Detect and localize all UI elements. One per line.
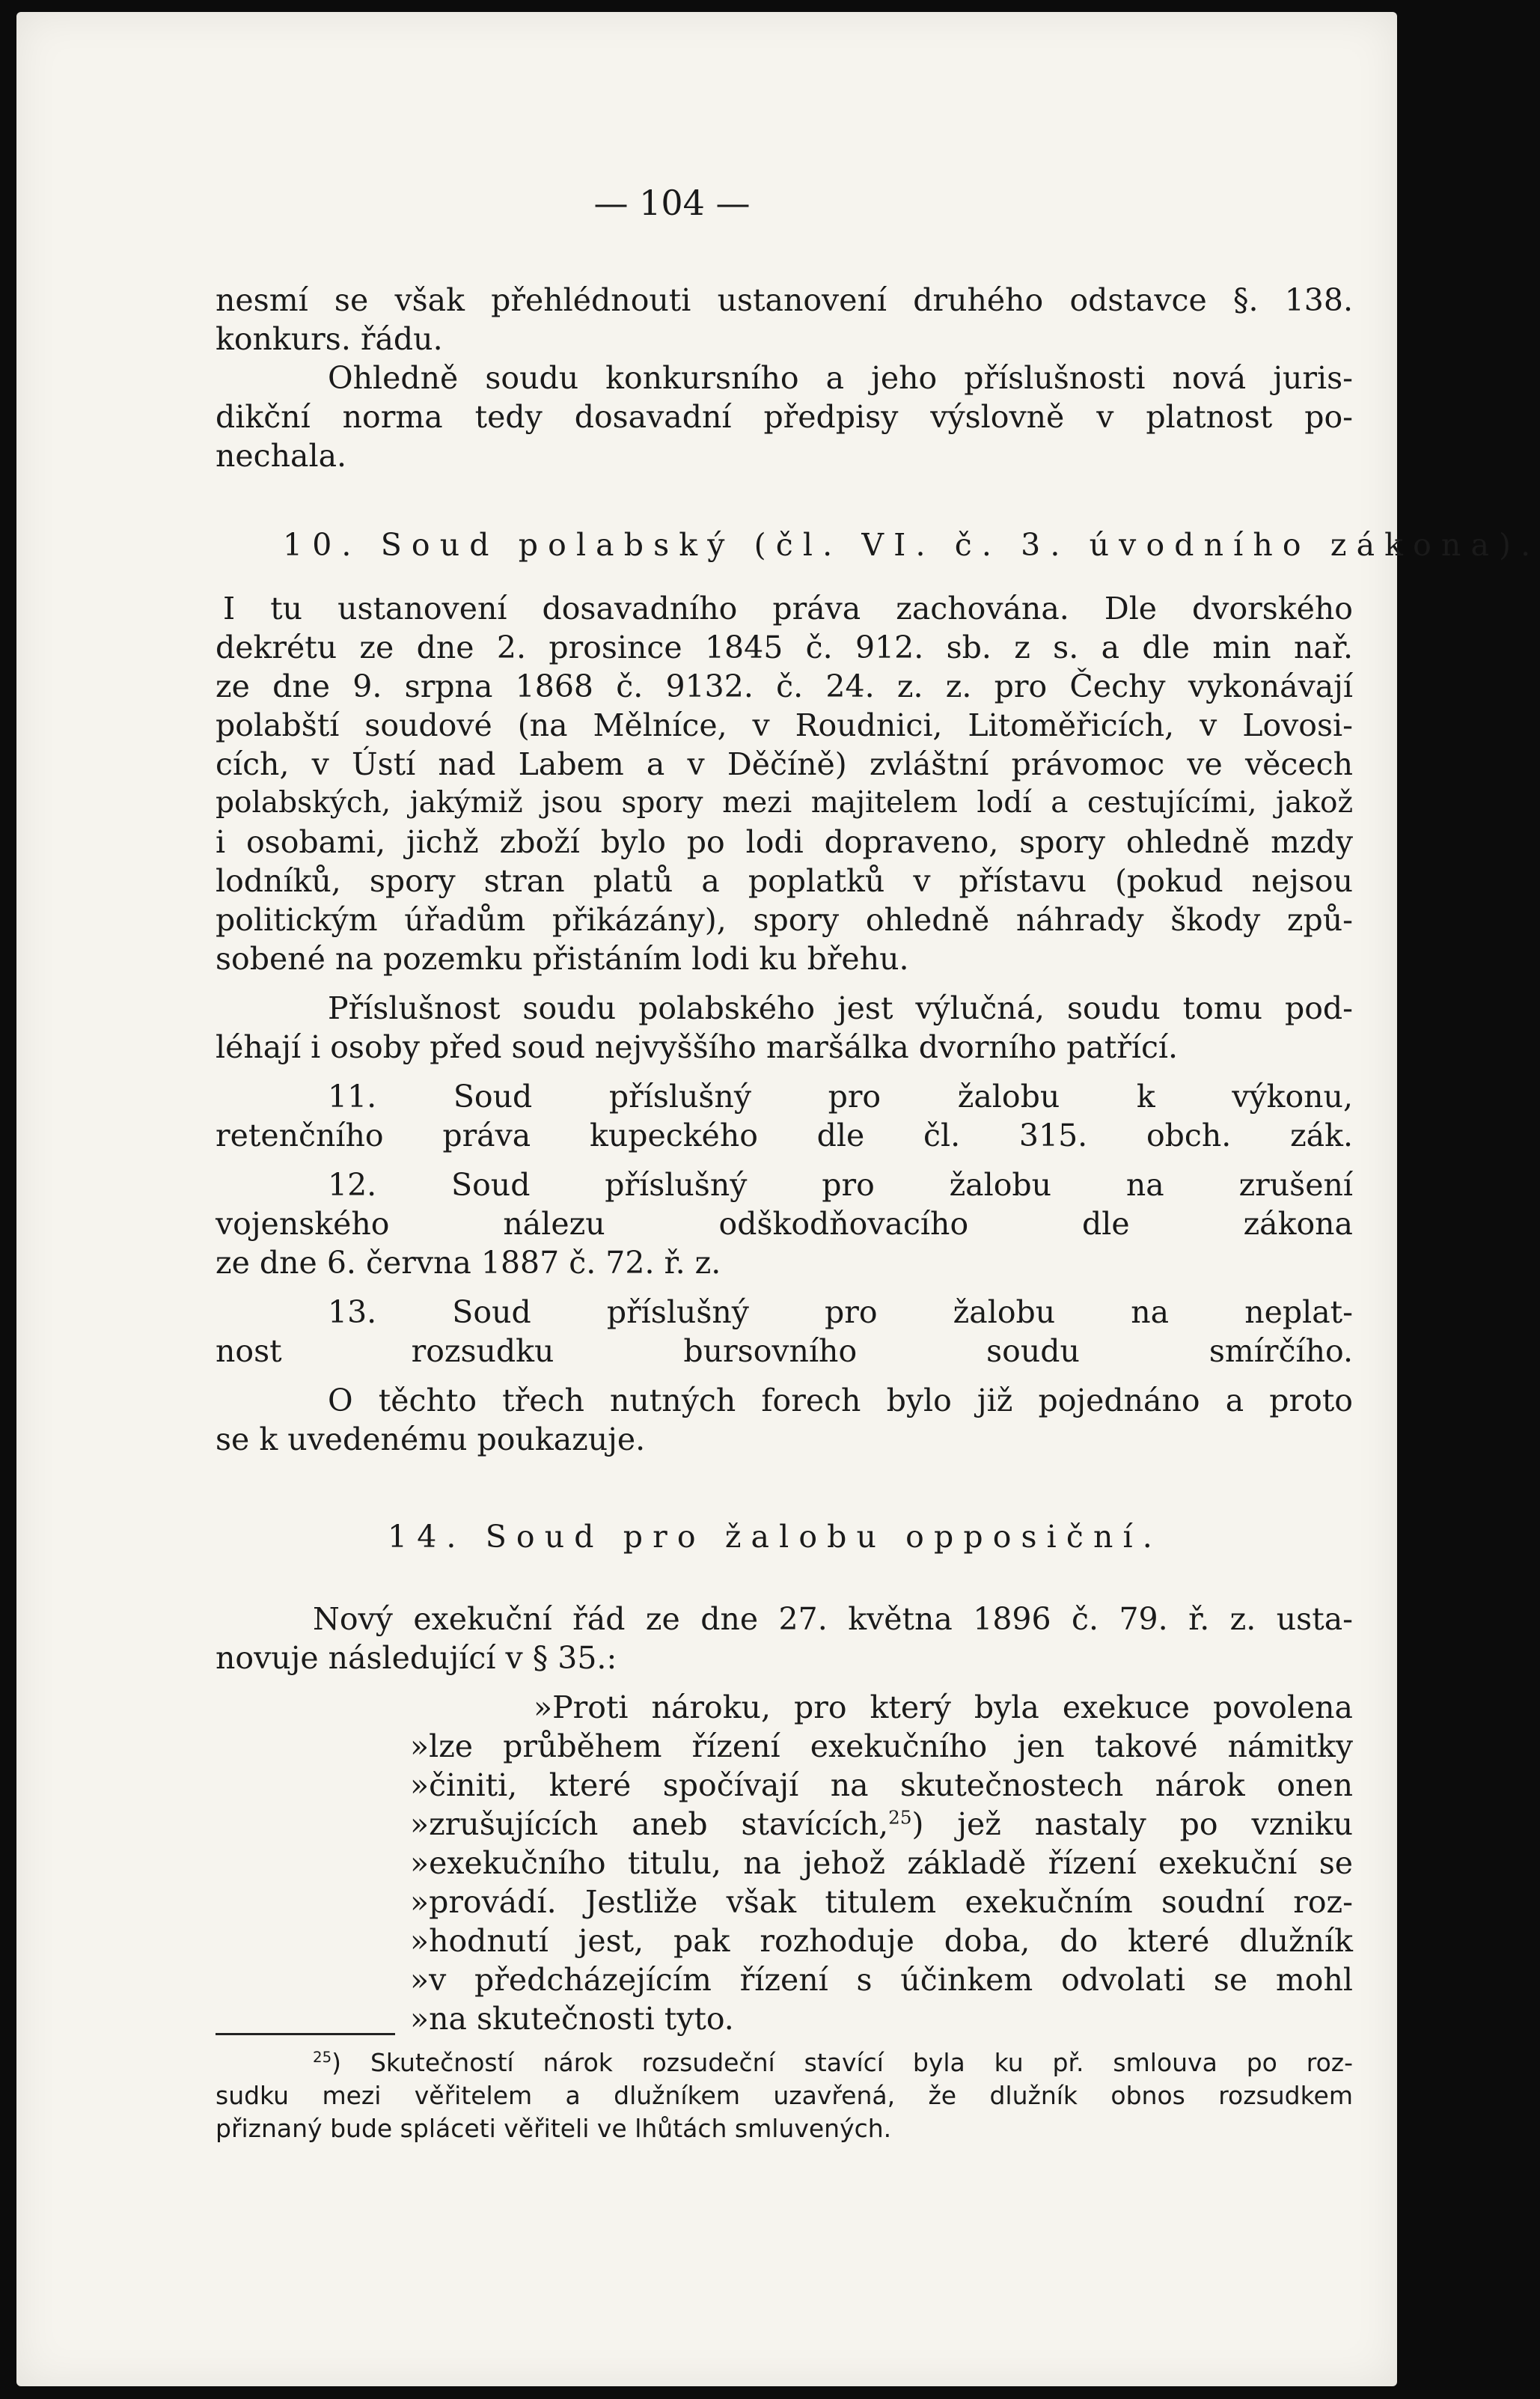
body-line: konkurs. řádu. [216, 321, 443, 357]
section-heading: 10. Soud polabský (čl. VI. č. 3. úvodního zákona). [283, 527, 1540, 563]
page-number: — 104 — [593, 183, 751, 223]
body-line: dekrétu ze dne 2. prosince 1845 č. 912. sb. z s. a dle min nař. [216, 630, 1353, 665]
footnote-line [313, 2046, 1353, 2079]
body-line: ze dne 9. srpna 1868 č. 9132. č. 24. z. z. pro Čechy vykonávají [216, 668, 1353, 704]
body-line: lodníků, spory stran platů a poplatků v přístavu (pokud nejsou [216, 863, 1353, 899]
quote-line: »Proti nároku, pro který byla exekuce povolena [534, 1689, 1353, 1725]
body-line: dikční norma tedy dosavadní předpisy výslovně v platnost po- [216, 399, 1353, 435]
section-heading: 14. Soud pro žalobu opposiční. [388, 1519, 1162, 1555]
body-line: i osobami, jichž zboží bylo po lodi dopraveno, spory ohledně mzdy [216, 824, 1353, 860]
footnote-line: přiznaný bude spláceti věřiteli ve lhůtách smluvených. [216, 2114, 892, 2143]
section-heading: 12. Soud příslušný pro žalobu na zrušení [328, 1167, 1353, 1203]
body-line: novuje následující v § 35.: [216, 1640, 617, 1676]
section-heading: vojenského nálezu odškodňovacího dle zákona [216, 1206, 1353, 1242]
quote-line: »na skutečnosti tyto. [410, 2001, 734, 2037]
quote-line: »exekučního titulu, na jehož základě řízení exekuční se [410, 1845, 1353, 1881]
page [16, 12, 1540, 2386]
body-line: Ohledně soudu konkursního a jeho příslušnosti nová juris- [328, 360, 1353, 396]
quote-line: »hodnutí jest, pak rozhoduje doba, do které dlužník [410, 1923, 1353, 1959]
body-line: cích, v Ústí nad Labem a v Děčíně) zvláštní právomoc ve věcech [216, 746, 1353, 782]
body-line: se k uvedenému poukazuje. [216, 1421, 646, 1457]
quote-line: »provádí. Jestliže však titulem exekučním soudní roz- [410, 1884, 1353, 1920]
quote-text: ) jež nastaly po vzniku [911, 1806, 1353, 1842]
quote-text: »zrušujících aneb stavících, [410, 1806, 889, 1842]
quote-line: »činiti, které spočívají na skutečnostech nárok onen [410, 1767, 1353, 1803]
body-line: sobené na pozemku přistáním lodi ku břehu. [216, 941, 909, 977]
section-heading: nost rozsudku bursovního soudu smírčího. [216, 1333, 1353, 1369]
body-line: I tu ustanovení dosavadního práva zachována. Dle dvorského [223, 591, 1353, 627]
body-line: politickým úřadům přikázány), spory ohledně náhrady škody způ- [216, 902, 1353, 938]
body-line: ze dne 6. června 1887 č. 72. ř. z. [216, 1245, 721, 1281]
body-line: polabských, jakýmiž jsou spory mezi majitelem lodí a cestujícími, jakož [216, 786, 1353, 820]
quote-line: »v předcházejícím řízení s účinkem odvolati se mohl [410, 1962, 1353, 1998]
body-line: O těchto třech nutných forech bylo již pojednáno a proto [328, 1383, 1353, 1418]
footnote-number: 25 [313, 2049, 332, 2066]
body-line: léhají i osoby před soud nejvyššího maršálka dvorního patřící. [216, 1029, 1179, 1065]
footnote-mark: 25 [888, 1806, 912, 1829]
section-heading: retenčního práva kupeckého dle čl. 315. obch. zák. [216, 1118, 1353, 1153]
section-heading: 13. Soud příslušný pro žalobu na neplat- [328, 1294, 1353, 1330]
body-line: Příslušnost soudu polabského jest výlučná, soudu tomu pod- [328, 990, 1353, 1026]
footnote-line: sudku mezi věřitelem a dlužníkem uzavřená, že dlužník obnos rozsudkem [216, 2081, 1353, 2110]
footnote-text: ) Skutečností nárok rozsudeční stavící byla ku př. smlouva po roz- [331, 2048, 1353, 2077]
quote-line: »lze průběhem řízení exekučního jen takové námitky [410, 1728, 1353, 1764]
section-heading: 11. Soud příslušný pro žalobu k výkonu, [328, 1079, 1353, 1115]
body-line: Nový exekuční řád ze dne 27. května 1896 č. 79. ř. z. usta- [313, 1601, 1353, 1637]
body-line: polabští soudové (na Mělníce, v Roudnici, Litoměřicích, v Lovosi- [216, 707, 1353, 743]
body-line: nesmí se však přehlédnouti ustanovení druhého odstavce §. 138. [216, 282, 1353, 318]
body-line: nechala. [216, 438, 347, 474]
footnote-rule [216, 2033, 395, 2035]
quote-line [410, 1804, 1353, 1844]
